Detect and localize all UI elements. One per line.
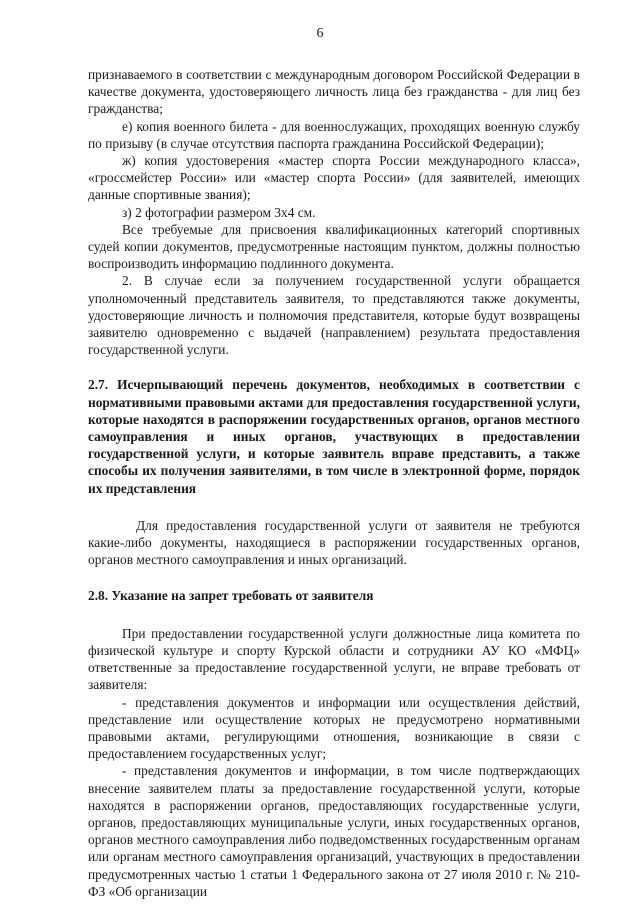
- section-2-7-body: Для предоставления государственной услуги от заявителя не требуются какие-либо документы, находящиеся в распоряжении государственных органов, органов местного самоуправления и иных организаций.: [88, 517, 580, 568]
- section-heading-2-8: 2.8. Указание на запрет требовать от заявителя: [88, 588, 374, 604]
- paragraph-representative: 2. В случае если за получением государственной услуги обращается уполномоченный представитель заявителя, то представляются также документы, удостоверяющие личность и полномочия представителя, которые будут возвращены заявителю одновременно с выдачей (направлением) результата предоставления государственной услуги.: [88, 273, 580, 358]
- paragraph-item-e: е) копия военного билета - для военнослужащих, проходящих военную службу по призыву (в случае отсутствия паспорта гражданина Российской Федерации);: [88, 118, 580, 151]
- section-2-8-item-1: - представления документов и информации или осуществления действий, представление или осуществление которых не предусмотрено нормативными правовыми актами, регулирующими отношения, возникающие в связи с предоставлением государственных услуг;: [88, 694, 580, 762]
- document-body: [88, 66, 580, 900]
- paragraph-item-z: з) 2 фотографии размером 3х4 см.: [122, 204, 316, 220]
- paragraph-item-zh: ж) копия удостоверения «мастер спорта России международного класса», «гроссмейстер России» или «мастер спорта России» (для заявителей, имеющих данные спортивные звания);: [88, 153, 580, 203]
- section-2-8-intro: При предоставлении государственной услуги должностные лица комитета по физической культуре и спорту Курской области и сотрудники АУ КО «МФЦ» ответственные за предоставление государственной услуги, не вправе требовать от заявителя:: [88, 625, 580, 693]
- paragraph-continuation: признаваемого в соответствии с международным договором Российской Федерации в качестве документа, удостоверяющего личность лица без гражданства - для лиц без гражданства;: [88, 67, 580, 117]
- section-2-8-item-2: - представления документов и информации, в том числе подтверждающих внесение заявителем платы за предоставление государственной услуги, которые находятся в распоряжении органов, предоставляющих государственные услуги, органов, предоставляющих муниципальные услуги, иных государственных органов, органов местного самоуправления либо подведомственных государственным органам или органам местного самоуправления организаций, участвующих в предоставлении предусмотренных частью 1 статьи 1 Федерального закона от 27 июля 2010 г. № 210-ФЗ «Об организации: [88, 763, 580, 899]
- paragraph-copies-note: Все требуемые для присвоения квалификационных категорий спортивных судей копии документов, предусмотренные настоящим пунктом, должны полностью воспроизводить информацию подлинного документа.: [88, 221, 580, 272]
- page-number: 6: [316, 26, 324, 41]
- section-heading-2-7: 2.7. Исчерпывающий перечень документов, необходимых в соответствии с нормативными правовыми актами для предоставления государственной услуги, которые находятся в распоряжении государственных органов, органов местного самоуправления и иных органов, участвующих в предоставлении государственной услуги, и которые заявитель вправе представить, а также способы их получения заявителями, в том числе в электронной форме, порядок их представления: [88, 377, 580, 496]
